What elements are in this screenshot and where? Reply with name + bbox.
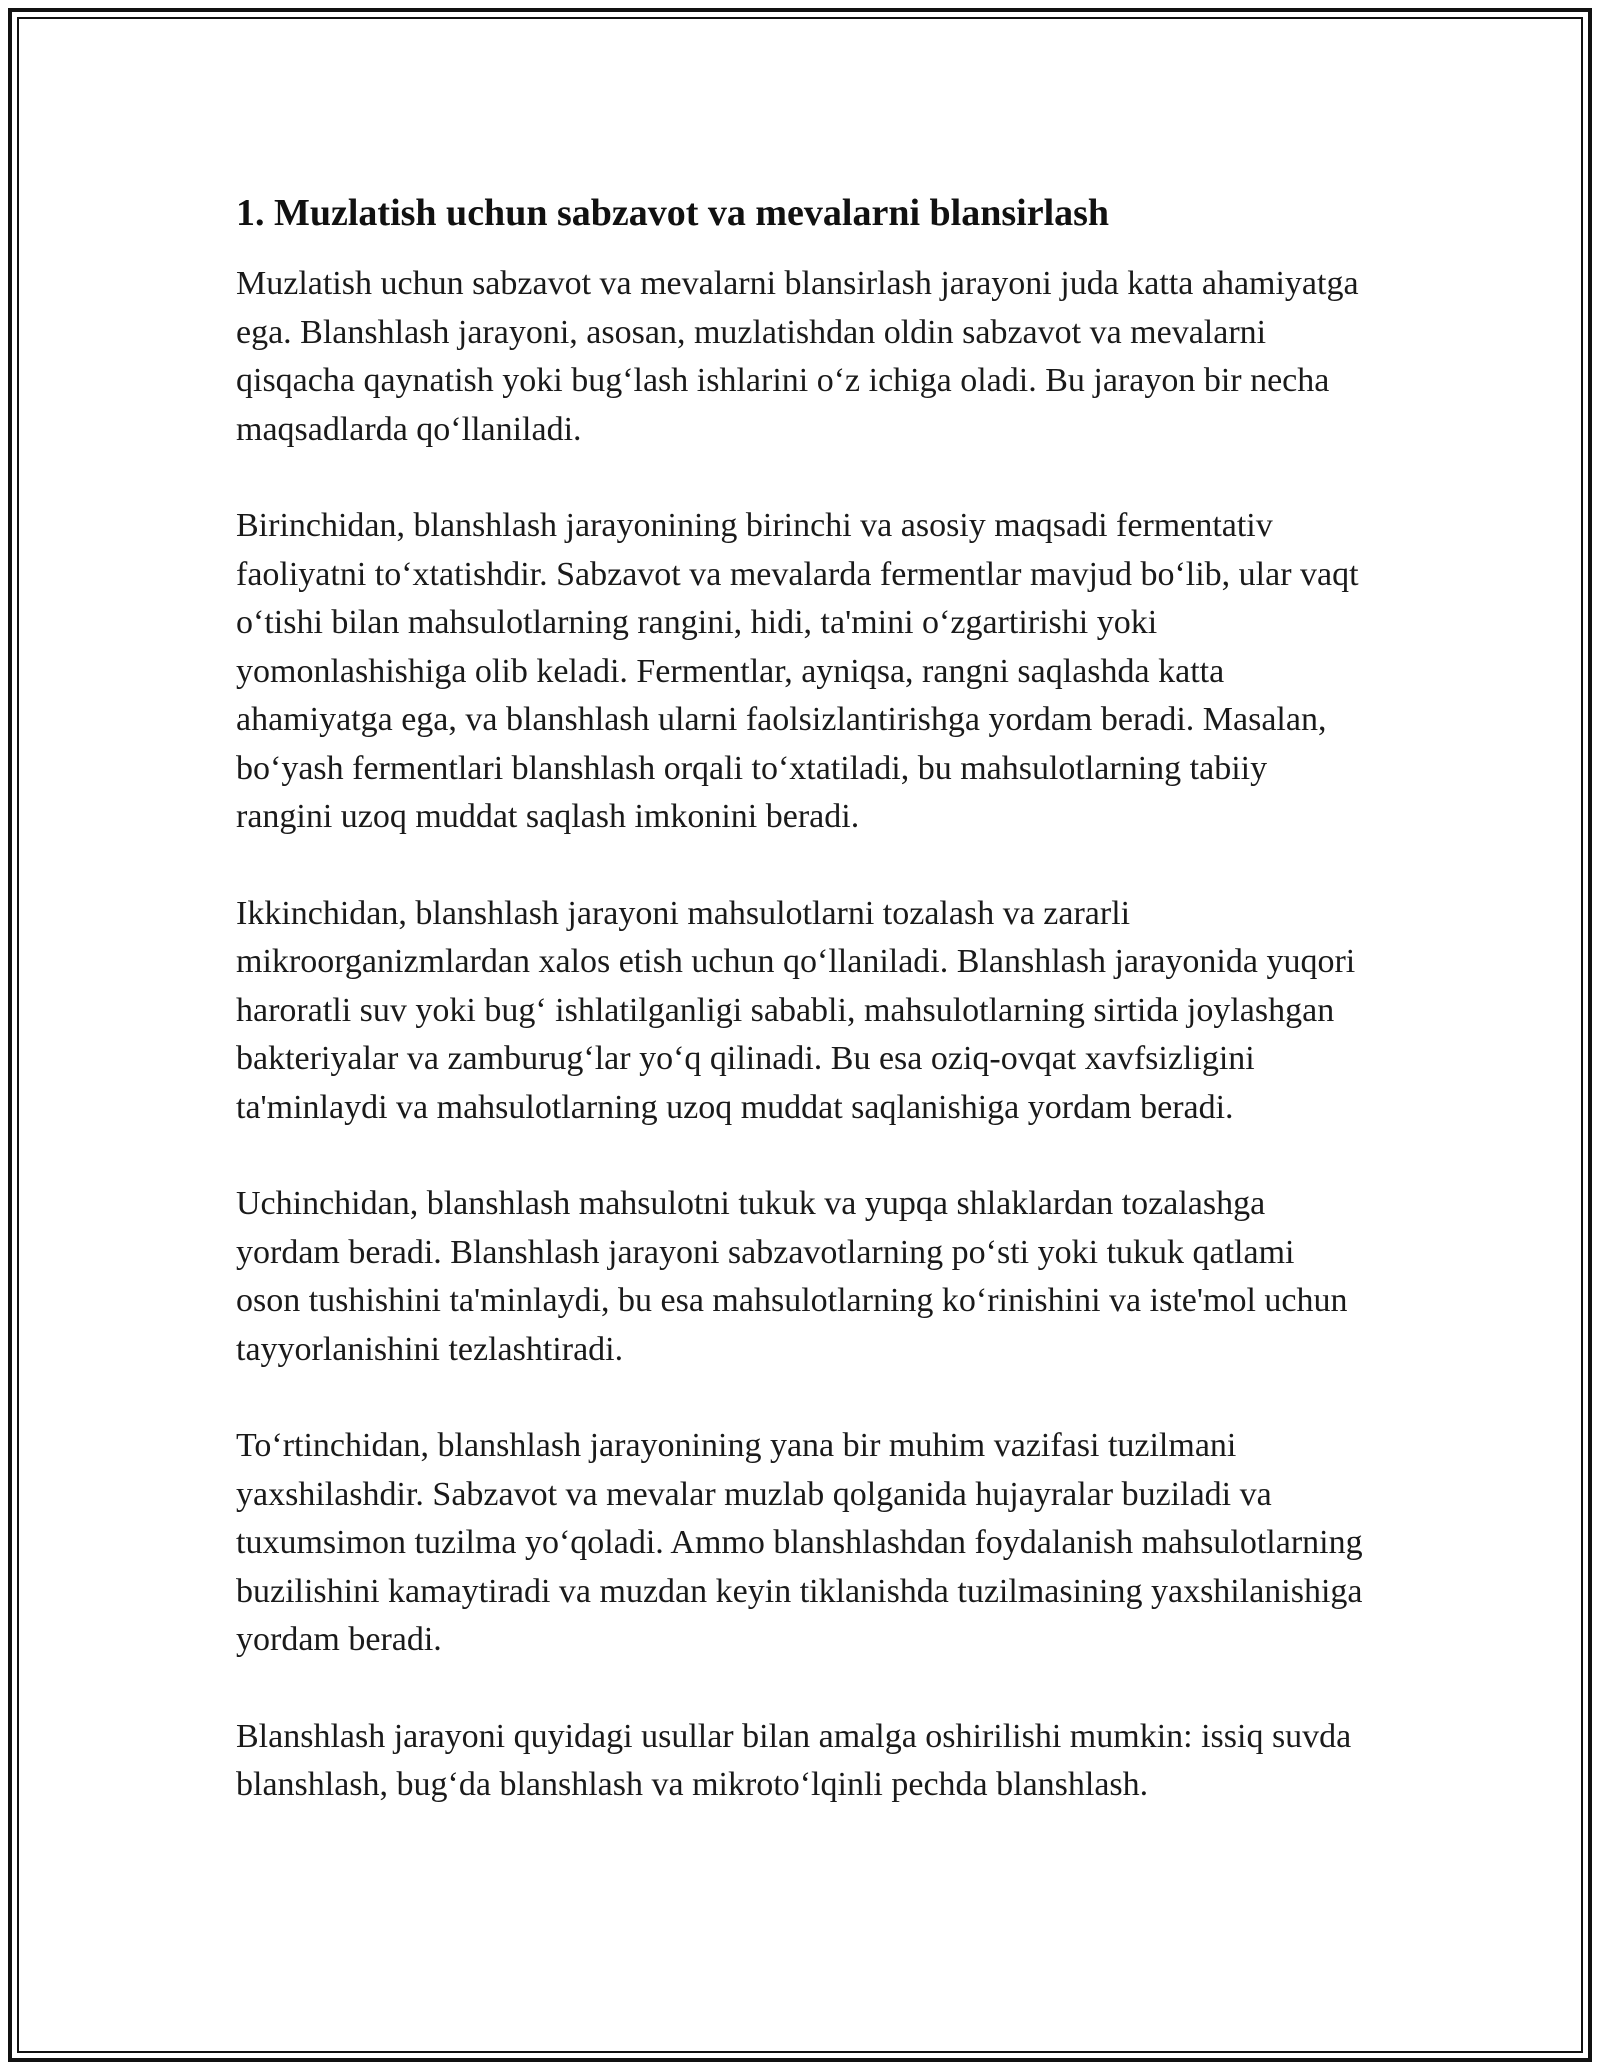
paragraph-first-purpose: Birinchidan, blanshlash jarayonining birinchi va asosiy maqsadi fermentativ faoliyatni to‘xtatishdir. Sabzavot va mevalarda fermentlar mavjud bo‘lib, ular vaqt o‘tishi bilan mahsulotlarning rangini, hidi, ta'mini o‘zgartirishi yoki yomonlashishiga olib keladi. Fermentlar, ayniqsa, rangni saqlashda katta ahamiyatga ega, va blanshlash ularni faolsizlantirishga yordam beradi. Masalan, bo‘yash fermentlari blanshlash orqali to‘xtatiladi, bu mahsulotlarning tabiiy rangini uzoq muddat saqlash imkonini beradi. — [236, 507, 1359, 835]
paragraph-fourth-purpose: To‘rtinchidan, blanshlash jarayonining yana bir muhim vazifasi tuzilmani yaxshilashdir. Sabzavot va mevalar muzlab qolganida hujayralar buziladi va tuxumsimon tuzilma yo‘qoladi. Ammo blanshlashdan foydalanish mahsulotlarning buzilishini kamaytiradi va muzdan keyin tiklanishda tuzilmasining yaxshilanishiga yordam beradi. — [236, 1427, 1363, 1658]
section-heading: 1. Muzlatish uchun sabzavot va mevalarni blansirlash — [236, 192, 1110, 234]
paragraph-third-purpose: Uchinchidan, blanshlash mahsulotni tukuk va yupqa shlaklardan tozalashga yordam beradi. Blanshlash jarayoni sabzavotlarning po‘sti yoki tukuk qatlami oson tushishini ta'minlaydi, bu esa mahsulotlarning ko‘rinishini va iste'mol uchun tayyorlanishini tezlashtiradi. — [236, 1185, 1348, 1368]
document-body — [236, 188, 1366, 1858]
paragraph-intro: Muzlatish uchun sabzavot va mevalarni blansirlash jarayoni juda katta ahamiyatga ega. Blanshlash jarayoni, asosan, muzlatishdan oldin sabzavot va mevalarni qisqacha qaynatish yoki bug‘lash ishlarini o‘z ichiga oladi. Bu jarayon bir necha maqsadlarda qo‘llaniladi. — [236, 265, 1359, 448]
paragraph-second-purpose: Ikkinchidan, blanshlash jarayoni mahsulotlarni tozalash va zararli mikroorganizmlardan xalos etish uchun qo‘llaniladi. Blanshlash jarayonida yuqori haroratli suv yoki bug‘ ishlatilganligi sababli, mahsulotlarning sirtida joylashgan bakteriyalar va zamburug‘lar yo‘q qilinadi. Bu esa oziq-ovqat xavfsizligini ta'minlaydi va mahsulotlarning uzoq muddat saqlanishiga yordam beradi. — [236, 894, 1356, 1126]
paragraph-methods: Blanshlash jarayoni quyidagi usullar bilan amalga oshirilishi mumkin: issiq suvda blanshlash, bug‘da blanshlash va mikroto‘lqinli pechda blanshlash. — [236, 1717, 1352, 1803]
